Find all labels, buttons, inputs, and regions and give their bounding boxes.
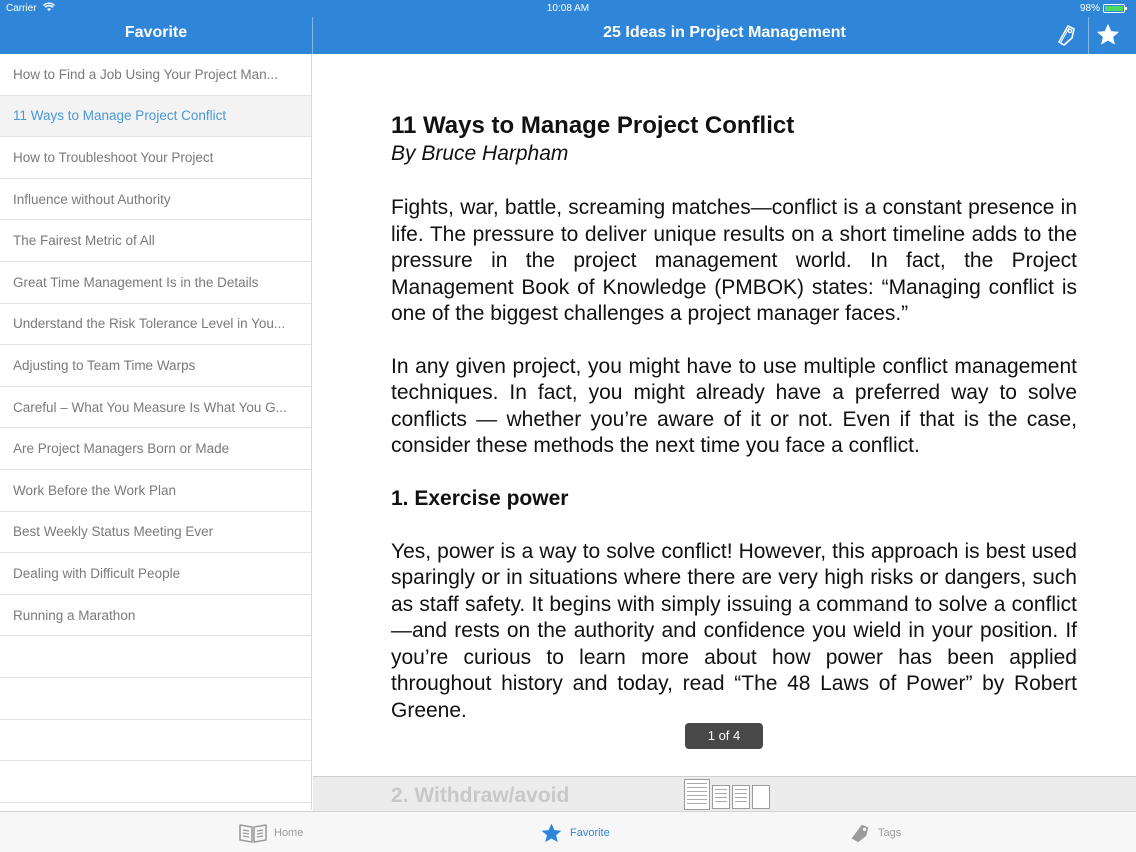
list-item[interactable]: Running a Marathon	[0, 595, 311, 637]
list-item[interactable]: Are Project Managers Born or Made	[0, 428, 311, 470]
tab-home-label: Home	[274, 827, 304, 839]
page-scrubber[interactable]	[313, 776, 1136, 811]
favorite-star-button[interactable]	[1094, 21, 1122, 49]
page-thumbnail[interactable]	[752, 785, 770, 809]
article-body	[391, 112, 1077, 750]
tab-bar	[0, 811, 1136, 852]
section-heading: 1. Exercise power	[391, 486, 569, 510]
empty-row	[0, 636, 311, 678]
list-item[interactable]: Adjusting to Team Time Warps	[0, 345, 311, 387]
page-indicator: 1 of 4	[685, 723, 763, 749]
list-item[interactable]: Influence without Authority	[0, 179, 311, 221]
battery-icon	[1103, 4, 1125, 13]
list-item[interactable]: How to Find a Job Using Your Project Man...	[0, 54, 311, 96]
tag-button[interactable]	[1050, 22, 1078, 48]
book-icon	[238, 822, 268, 844]
favorites-list	[0, 54, 312, 810]
tag-icon	[1050, 22, 1078, 48]
tab-home[interactable]	[238, 820, 303, 846]
tab-tags-label: Tags	[878, 827, 902, 839]
navigation-bar	[0, 0, 1136, 54]
status-bar	[0, 0, 1136, 17]
document-title: 25 Ideas in Project Management	[603, 24, 846, 41]
article-paragraph: Yes, power is a way to solve conflict! However, this approach is best used sparingly or in situations where there are very high risks or dangers, such as staff safety. It begins with simply issuing a command to solve a conflict—and rests on the authority and confidence you wield in your position. If you’re curious to learn more about how power has been applied throughout history and today, read “The 48 Laws of Power” by Robert Greene.	[391, 539, 1077, 722]
carrier-label: Carrier	[6, 3, 37, 14]
page-thumbnails[interactable]	[684, 779, 770, 810]
next-section-heading: 2. Withdraw/avoid	[391, 784, 570, 807]
article-reader[interactable]	[313, 54, 1136, 776]
empty-row	[0, 720, 311, 762]
tab-tags[interactable]	[846, 820, 901, 846]
list-item[interactable]: How to Troubleshoot Your Project	[0, 137, 311, 179]
page-thumbnail[interactable]	[732, 785, 750, 809]
clock: 10:08 AM	[546, 3, 590, 14]
article-title: 11 Ways to Manage Project Conflict	[391, 112, 795, 139]
list-item[interactable]: The Fairest Metric of All	[0, 220, 311, 262]
empty-row	[0, 678, 311, 720]
list-item-selected[interactable]: 11 Ways to Manage Project Conflict	[0, 96, 311, 138]
tag-icon	[846, 821, 872, 845]
tab-favorite-label: Favorite	[570, 827, 610, 839]
page-thumbnail-current[interactable]	[684, 779, 710, 810]
list-item[interactable]: Great Time Management Is in the Details	[0, 262, 311, 304]
list-item[interactable]: Understand the Risk Tolerance Level in You...	[0, 304, 311, 346]
article-byline: By Bruce Harpham	[391, 142, 569, 165]
article-paragraph: Fights, war, battle, screaming matches—conflict is a constant presence in life. The pressure to deliver unique results on a short timeline adds to the pressure in the project management world. In fact, the Project Management Book of Knowledge (PMBOK) states: “Managing conflict is one of the biggest challenges a project manager faces.”	[391, 196, 1077, 325]
page-thumbnail[interactable]	[712, 785, 730, 809]
article-paragraph: In any given project, you might have to use multiple conflict management techniques. In fact, you might already have a preferred way to solve conflicts — whether you’re aware of it or not. Even if that is the case, consider these methods the next time you face a conflict.	[391, 354, 1077, 457]
tab-favorite[interactable]	[539, 820, 610, 846]
sidebar-title: Favorite	[124, 24, 188, 41]
empty-row	[0, 761, 311, 803]
list-item[interactable]: Dealing with Difficult People	[0, 553, 311, 595]
battery-percentage: 98%	[1080, 3, 1101, 14]
list-item[interactable]: Best Weekly Status Meeting Ever	[0, 512, 311, 554]
star-icon	[539, 821, 564, 846]
star-icon	[1094, 21, 1122, 49]
list-item[interactable]: Careful – What You Measure Is What You G...	[0, 387, 311, 429]
list-item[interactable]: Work Before the Work Plan	[0, 470, 311, 512]
divider	[1088, 17, 1089, 54]
